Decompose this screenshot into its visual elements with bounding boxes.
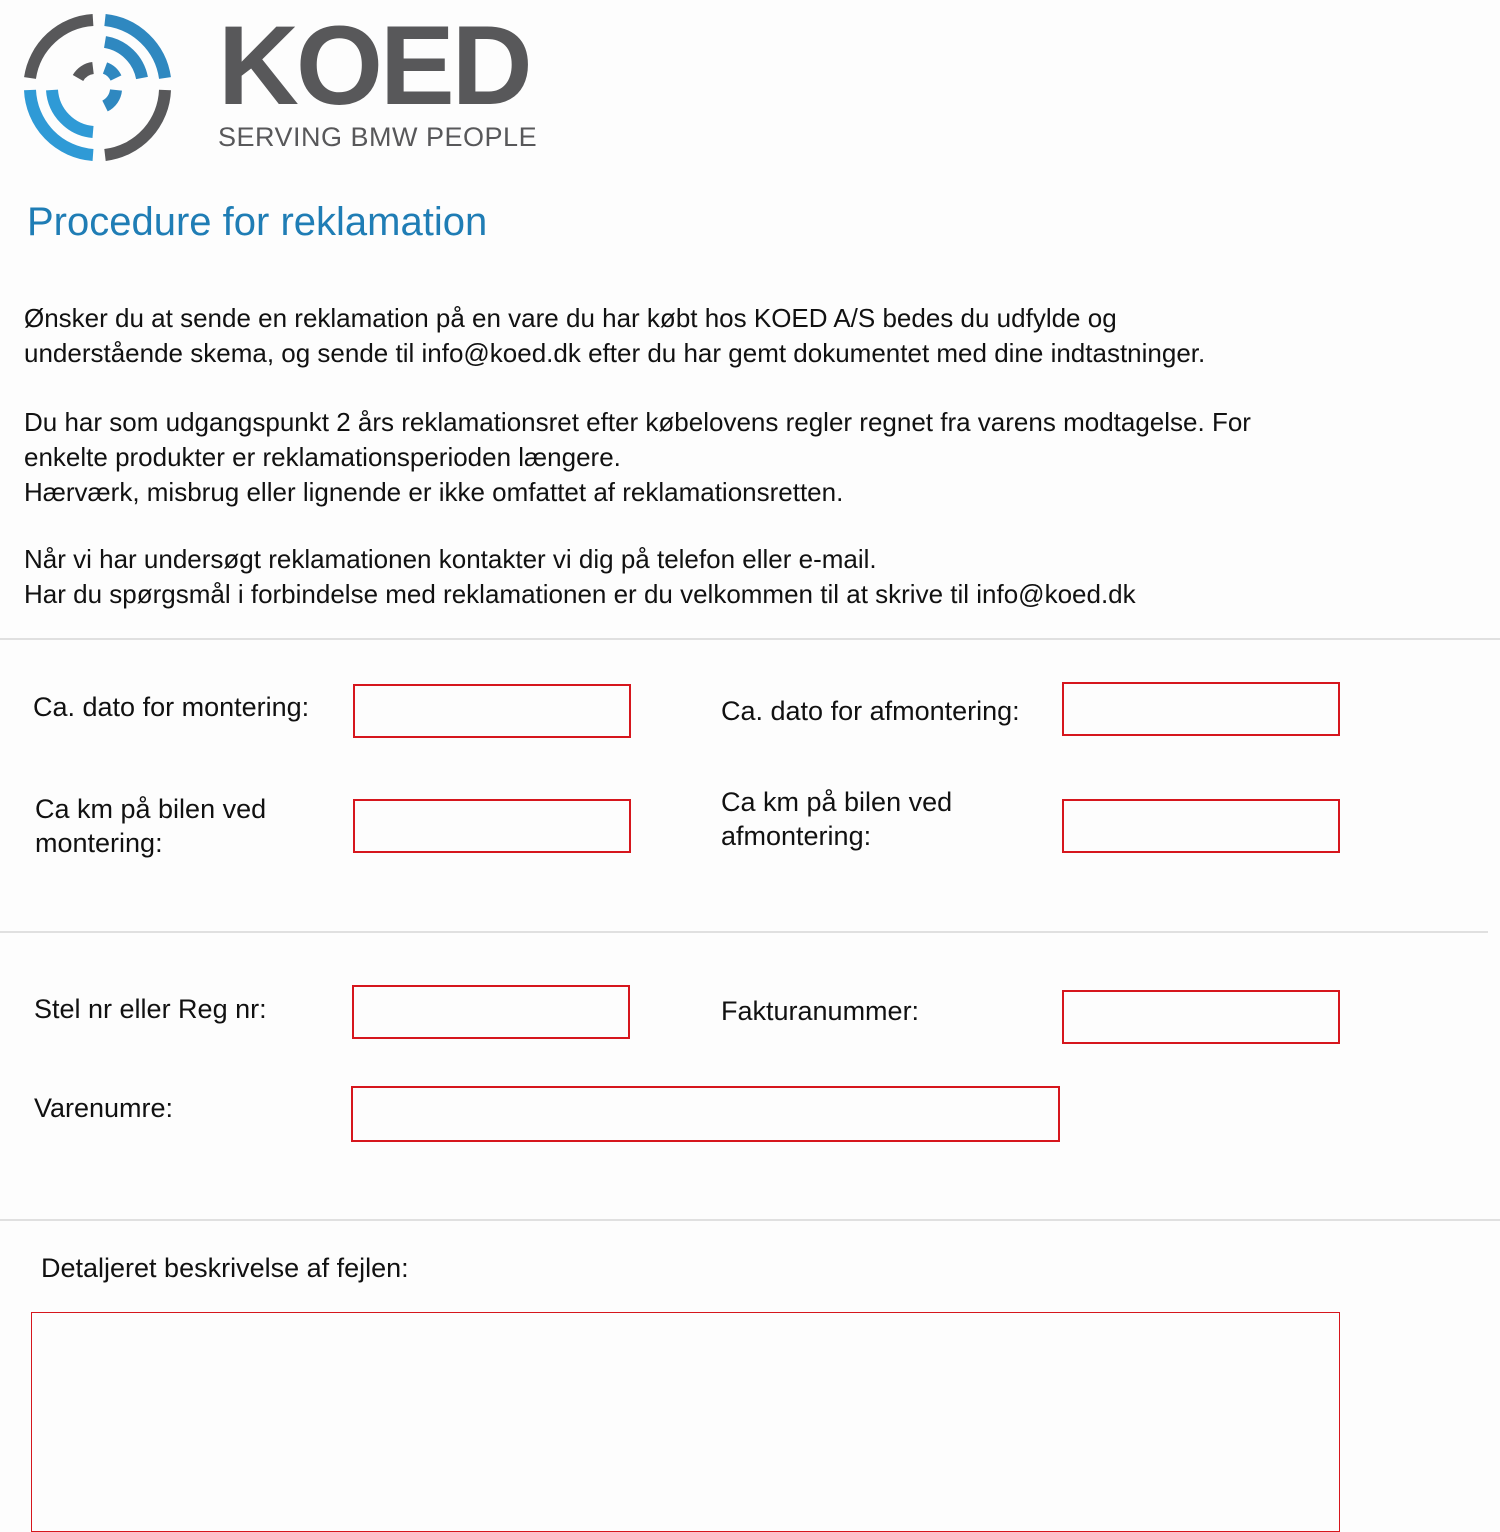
brand-name: KOED xyxy=(218,3,530,128)
contact-paragraph xyxy=(24,542,1136,612)
divider xyxy=(0,1219,1500,1221)
text-line: enkelte produkter er reklamationsperioden længere. xyxy=(24,442,621,472)
text-line: Du har som udgangspunkt 2 års reklamationsret efter købelovens regler regnet fra varens modtagelse. For xyxy=(24,407,1251,437)
chassis-input[interactable] xyxy=(352,985,630,1039)
text-line: Har du spørgsmål i forbindelse med reklamationen er du velkommen til at skrive til info@koed.dk xyxy=(24,579,1136,609)
page-title: Procedure for reklamation xyxy=(27,200,488,244)
km-unmount-label: Ca km på bilen ved afmontering: xyxy=(721,787,953,851)
items-input[interactable] xyxy=(351,1086,1060,1142)
invoice-input[interactable] xyxy=(1062,990,1340,1044)
warranty-paragraph xyxy=(24,405,1251,510)
text-line: understående skema, og sende til info@koed.dk efter du har gemt dokumentet med dine indtastninger. xyxy=(24,338,1206,368)
divider xyxy=(0,638,1500,640)
divider xyxy=(0,931,1488,933)
km-mount-input[interactable] xyxy=(353,799,631,853)
km-unmount-input[interactable] xyxy=(1062,799,1340,853)
date-unmount-label: Ca. dato for afmontering: xyxy=(721,696,1020,726)
koed-logo-icon xyxy=(20,10,180,165)
text-line: Ønsker du at sende en reklamation på en vare du har købt hos KOED A/S bedes du udfylde og xyxy=(24,303,1117,333)
description-label: Detaljeret beskrivelse af fejlen: xyxy=(41,1253,409,1283)
date-mount-label: Ca. dato for montering: xyxy=(33,692,310,722)
date-unmount-input[interactable] xyxy=(1062,682,1340,736)
intro-paragraph xyxy=(24,301,1205,371)
km-mount-label: Ca km på bilen ved montering: xyxy=(35,794,267,858)
description-textarea[interactable] xyxy=(31,1312,1340,1532)
brand-tagline: SERVING BMW PEOPLE xyxy=(218,122,538,152)
items-label: Varenumre: xyxy=(34,1093,174,1123)
date-mount-input[interactable] xyxy=(353,684,631,738)
text-line: Hærværk, misbrug eller lignende er ikke omfattet af reklamationsretten. xyxy=(24,477,844,507)
invoice-label: Fakturanummer: xyxy=(721,996,920,1026)
chassis-label: Stel nr eller Reg nr: xyxy=(34,994,267,1024)
text-line: Når vi har undersøgt reklamationen kontakter vi dig på telefon eller e-mail. xyxy=(24,544,877,574)
